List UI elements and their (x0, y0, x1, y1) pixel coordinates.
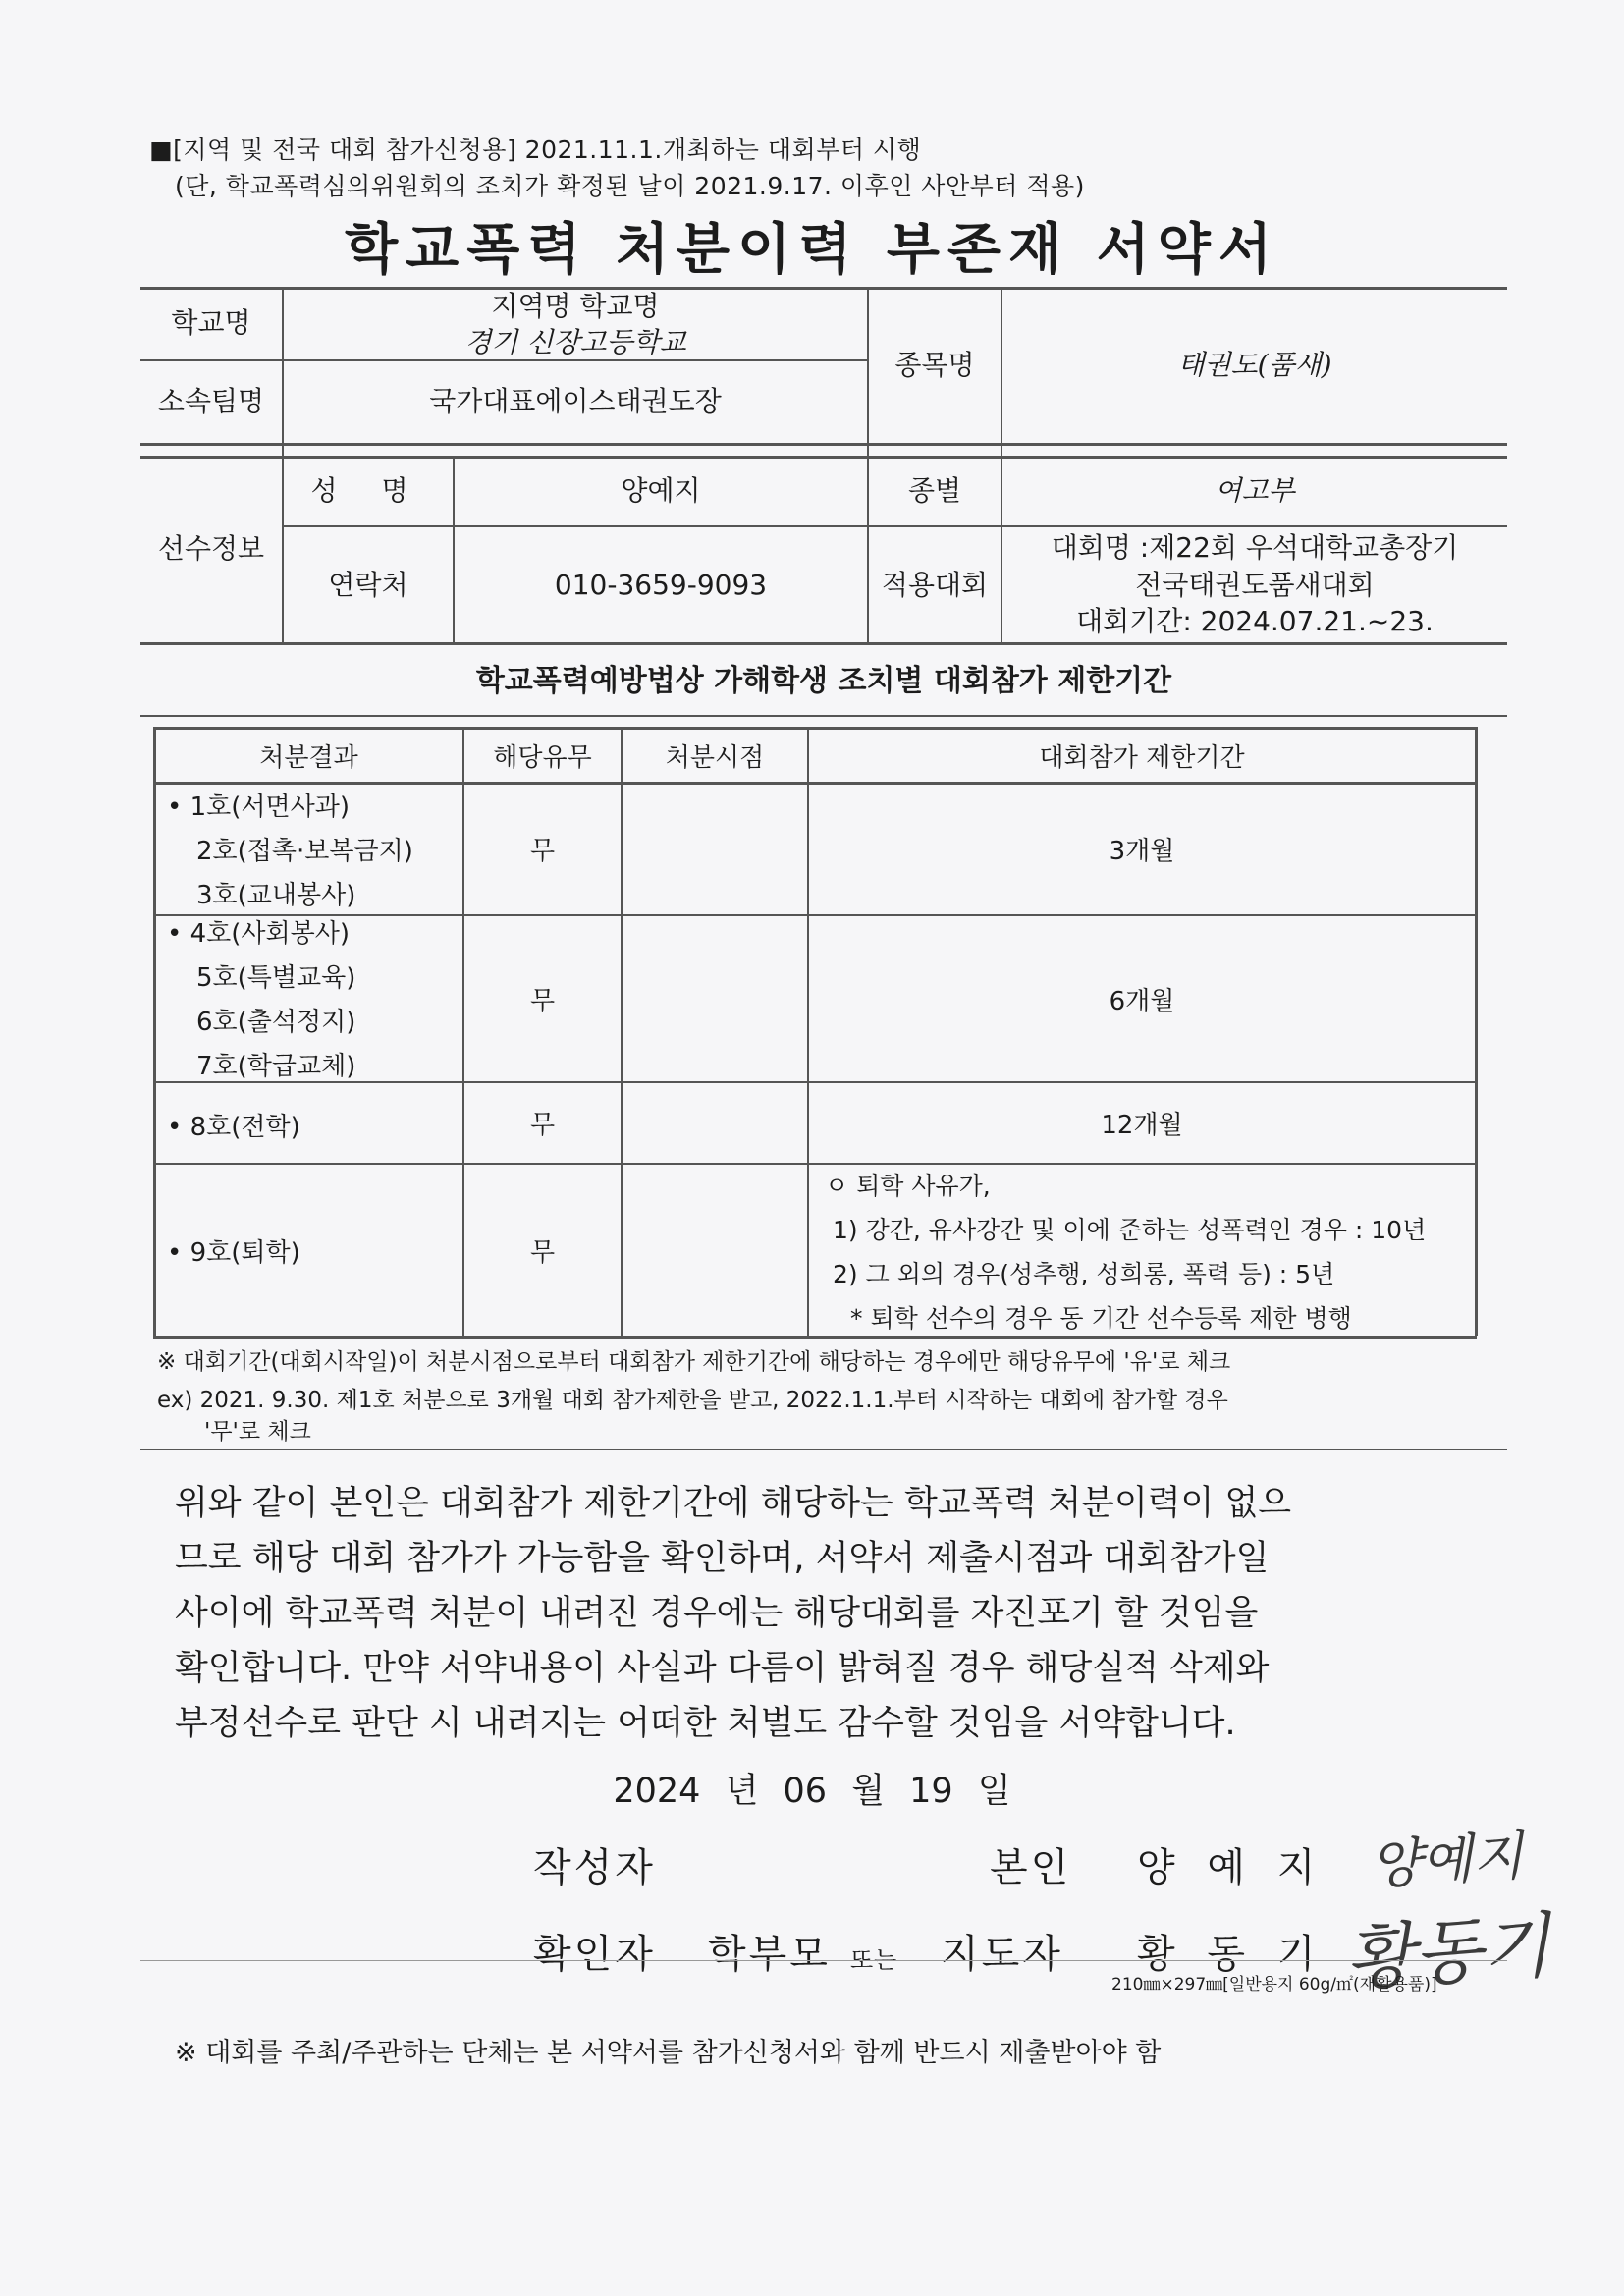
date-day: 19 (909, 1772, 953, 1811)
date-value (623, 916, 807, 1081)
header-date: 처분시점 (665, 742, 765, 773)
measure-9: • 9호(퇴학) (167, 1238, 300, 1268)
competition-name-cont: 전국태권도품새대회 (1135, 568, 1375, 601)
measure-1: • 1호(서면사과) (167, 793, 351, 822)
notice-line-2: (단, 학교폭력심의위원회의 조치가 확정된 날이 2021.9.17. 이후인 사안부터 적용) (175, 172, 1085, 200)
measure-4: • 4호(사회봉사) (167, 919, 351, 949)
date-value (623, 784, 807, 914)
competition-period: 대회기간: 2024.07.21.~23. (1076, 605, 1434, 638)
period-value: 3개월 (1109, 837, 1175, 866)
expulsion-rule-2: 2) 그 외의 경우(성추행, 성희롱, 폭력 등) : 5년 (833, 1260, 1335, 1288)
measure-2: 2호(접촉·보복금지) (196, 837, 413, 866)
measure-7: 7호(학급교체) (196, 1052, 356, 1081)
self-label: 본인 (990, 1845, 1072, 1890)
header-applicable: 해당유무 (493, 742, 592, 773)
school-value: 경기 신장고등학교 (464, 326, 686, 359)
pledge-line-1: 위와 같이 본인은 대회참가 제한기간에 해당하는 학교폭력 처분이력이 없으 (175, 1484, 1292, 1523)
team-value: 국가대표에이스태권도장 (429, 384, 722, 417)
date-day-unit: 일 (977, 1772, 1011, 1811)
parent-label: 학부모 (708, 1932, 831, 1977)
coach-name: 황 동 기 (1137, 1932, 1326, 1977)
confirm-label: 확인자 (533, 1932, 656, 1977)
writer-label: 작성자 (533, 1845, 656, 1890)
header-period: 대회참가 제한기간 (1039, 742, 1245, 773)
pledge-line-3: 사이에 학교폭력 처분이 내려진 경우에는 해당대회를 자진포기 할 것임을 (175, 1594, 1259, 1633)
writer-signature: 양예지 (1368, 1824, 1526, 1897)
measure-8: • 8호(전학) (167, 1113, 300, 1142)
pledge-line-4: 확인합니다. 만약 서약내용이 사실과 다름이 밝혀질 경우 해당실적 삭제와 (175, 1649, 1270, 1688)
coach-signature: 황동기 (1342, 1903, 1553, 2001)
restriction-note-2: ex) 2021. 9.30. 제1호 처분으로 3개월 대회 참가제한을 받고, 2022.1.1.부터 시작하는 대회에 참가할 경우 (157, 1388, 1228, 1413)
team-label: 소속팀명 (157, 384, 265, 417)
writer-name: 양 예 지 (1137, 1845, 1326, 1890)
applicable-value: 무 (529, 837, 556, 866)
measure-5: 5호(특별교육) (196, 963, 356, 993)
period-value: 12개월 (1101, 1111, 1183, 1140)
date-value (623, 1083, 807, 1163)
contact-value: 010-3659-9093 (554, 568, 768, 601)
school-label: 학교명 (171, 306, 251, 340)
competition-label: 적용대회 (881, 568, 989, 601)
header-result: 처분결과 (259, 742, 358, 773)
pledge-line-5: 부정선수로 판단 시 내려지는 어떠한 처벌도 감수할 것임을 서약합니다. (175, 1704, 1236, 1743)
period-value: 6개월 (1109, 986, 1175, 1016)
pledge-line-2: 므로 해당 대회 참가가 가능함을 확인하며, 서약서 제출시점과 대회참가일 (175, 1539, 1270, 1578)
notice-line-1: ■[지역 및 전국 대회 참가신청용] 2021.11.1.개최하는 대회부터 시행 (149, 136, 922, 164)
name-label: 성 명 (310, 473, 426, 507)
date-month: 06 (783, 1772, 828, 1811)
competition-info (1002, 527, 1507, 642)
date-year-unit: 년 (725, 1772, 759, 1811)
date-year: 2024 (613, 1772, 701, 1811)
applicable-value: 무 (529, 1111, 556, 1140)
restriction-note-3: '무'로 체크 (204, 1419, 311, 1445)
expulsion-rule-3: * 퇴학 선수의 경우 동 기간 선수등록 제한 병행 (850, 1304, 1352, 1333)
or-label: 또는 (850, 1946, 898, 1974)
applicable-value: 무 (529, 986, 556, 1016)
paper-spec: 210㎜×297㎜[일반용지 60g/㎡(재활용품)] (1111, 1975, 1437, 1995)
measure-6: 6호(출석정지) (196, 1008, 356, 1037)
expulsion-rule-1: 1) 강간, 유사강간 및 이에 준하는 성폭력인 경우 : 10년 (833, 1216, 1427, 1244)
gender-value: 여고부 (1215, 473, 1295, 507)
coach-label: 지도자 (941, 1932, 1063, 1977)
date-month-unit: 월 (851, 1772, 886, 1811)
event-value: 태권도(품새) (1177, 348, 1332, 381)
measure-3: 3호(교내봉사) (196, 881, 356, 910)
page-title: 학교폭력 처분이력 부존재 서약서 (345, 218, 1279, 282)
expulsion-reason: ㅇ 퇴학 사유가, (825, 1172, 991, 1200)
date-value (623, 1165, 807, 1336)
competition-name: 대회명 :제22회 우석대학교총장기 (1051, 530, 1459, 564)
restriction-note-1: ※ 대회기간(대회시작일)이 처분시점으로부터 대회참가 제한기간에 해당하는 경우에만 해당유무에 '유'로 체크 (157, 1349, 1231, 1375)
footer-note: ※ 대회를 주최/주관하는 단체는 본 서약서를 참가신청서와 함께 반드시 제출받아야 함 (175, 2038, 1162, 2068)
pledge-date (0, 1764, 1624, 1813)
gender-label: 종별 (907, 473, 962, 507)
contact-label: 연락처 (328, 568, 408, 601)
event-label: 종목명 (894, 348, 975, 381)
name-value: 양예지 (621, 473, 701, 507)
school-header: 지역명 학교명 (491, 290, 660, 323)
player-info-label: 선수정보 (157, 532, 265, 566)
applicable-value: 무 (529, 1237, 556, 1268)
restriction-title: 학교폭력예방법상 가해학생 조치별 대회참가 제한기간 (475, 663, 1172, 698)
